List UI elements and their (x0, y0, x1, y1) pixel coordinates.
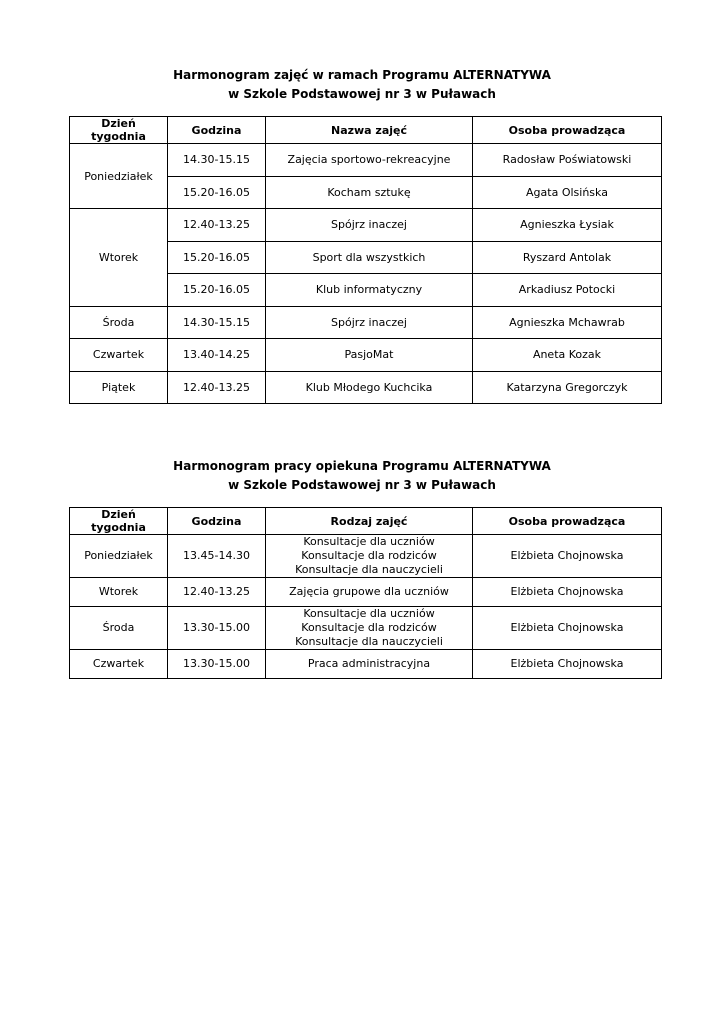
activity-cell: Kocham sztukę (266, 176, 473, 209)
schedule2-title-line2: w Szkole Podstawowej nr 3 w Puławach (228, 478, 496, 492)
activity-type-cell (266, 578, 473, 607)
day-cell: Czwartek (70, 339, 168, 372)
activity-cell: Spójrz inaczej (266, 306, 473, 339)
day-cell: Czwartek (70, 650, 168, 679)
time-cell: 15.20-16.05 (168, 176, 266, 209)
activity-cell: Zajęcia sportowo-rekreacyjne (266, 144, 473, 177)
header-day: Dzień tygodnia (70, 117, 168, 144)
table-row (70, 371, 662, 404)
person-cell: Elżbieta Chojnowska (473, 578, 662, 607)
table-header-row (70, 508, 662, 535)
day-cell: Piątek (70, 371, 168, 404)
activity-cell: Spójrz inaczej (266, 209, 473, 242)
table-row (70, 339, 662, 372)
person-cell: Agata Olsińska (473, 176, 662, 209)
time-cell: 15.20-16.05 (168, 241, 266, 274)
schedule1-title-line1: Harmonogram zajęć w ramach Programu ALTERNATYWA (173, 68, 551, 82)
schedule1-title-line2: w Szkole Podstawowej nr 3 w Puławach (228, 87, 496, 101)
table-row (70, 578, 662, 607)
schedule2-title (0, 457, 724, 495)
table-row (70, 209, 662, 242)
activity-cell: PasjoMat (266, 339, 473, 372)
time-cell: 15.20-16.05 (168, 274, 266, 307)
day-cell: Środa (70, 306, 168, 339)
table-row (70, 650, 662, 679)
activity-cell: Klub Młodego Kuchcika (266, 371, 473, 404)
table-row (70, 607, 662, 650)
person-cell: Radosław Poświatowski (473, 144, 662, 177)
header-person: Osoba prowadząca (473, 508, 662, 535)
header-person: Osoba prowadząca (473, 117, 662, 144)
activity-type-line: Konsultacje dla rodziców (301, 549, 437, 562)
activity-type-line: Zajęcia grupowe dla uczniów (289, 585, 449, 598)
day-cell: Środa (70, 607, 168, 650)
time-cell: 13.30-15.00 (168, 607, 266, 650)
activity-cell: Klub informatyczny (266, 274, 473, 307)
header-activity-type: Rodzaj zajęć (266, 508, 473, 535)
person-cell: Aneta Kozak (473, 339, 662, 372)
activity-type-line: Konsultacje dla rodziców (301, 621, 437, 634)
person-cell: Ryszard Antolak (473, 241, 662, 274)
person-cell: Arkadiusz Potocki (473, 274, 662, 307)
time-cell: 12.40-13.25 (168, 578, 266, 607)
time-cell: 14.30-15.15 (168, 144, 266, 177)
schedule2-title-line1: Harmonogram pracy opiekuna Programu ALTERNATYWA (173, 459, 551, 473)
day-cell: Wtorek (70, 209, 168, 307)
schedule1-table (69, 116, 662, 404)
time-cell: 13.30-15.00 (168, 650, 266, 679)
activity-type-cell (266, 535, 473, 578)
activity-type-line: Konsultacje dla nauczycieli (295, 635, 443, 648)
table-row (70, 535, 662, 578)
activity-type-cell (266, 607, 473, 650)
time-cell: 14.30-15.15 (168, 306, 266, 339)
time-cell: 12.40-13.25 (168, 371, 266, 404)
activity-type-line: Konsultacje dla uczniów (303, 607, 435, 620)
table-row (70, 144, 662, 177)
day-cell: Wtorek (70, 578, 168, 607)
person-cell: Agnieszka Łysiak (473, 209, 662, 242)
time-cell: 13.45-14.30 (168, 535, 266, 578)
header-day: Dzień tygodnia (70, 508, 168, 535)
header-time: Godzina (168, 117, 266, 144)
header-time: Godzina (168, 508, 266, 535)
activity-type-line: Praca administracyjna (307, 657, 431, 670)
schedule1-title (0, 66, 724, 104)
table-header-row (70, 117, 662, 144)
person-cell: Elżbieta Chojnowska (473, 650, 662, 679)
activity-type-line: Konsultacje dla nauczycieli (295, 563, 443, 576)
time-cell: 13.40-14.25 (168, 339, 266, 372)
time-cell: 12.40-13.25 (168, 209, 266, 242)
person-cell: Elżbieta Chojnowska (473, 535, 662, 578)
activity-type-cell (266, 650, 473, 679)
person-cell: Katarzyna Gregorczyk (473, 371, 662, 404)
person-cell: Agnieszka Mchawrab (473, 306, 662, 339)
person-cell: Elżbieta Chojnowska (473, 607, 662, 650)
header-activity: Nazwa zajęć (266, 117, 473, 144)
schedule2-table (69, 507, 662, 679)
day-cell: Poniedziałek (70, 535, 168, 578)
day-cell: Poniedziałek (70, 144, 168, 209)
activity-type-line: Konsultacje dla uczniów (303, 535, 435, 548)
activity-cell: Sport dla wszystkich (266, 241, 473, 274)
table-row (70, 306, 662, 339)
